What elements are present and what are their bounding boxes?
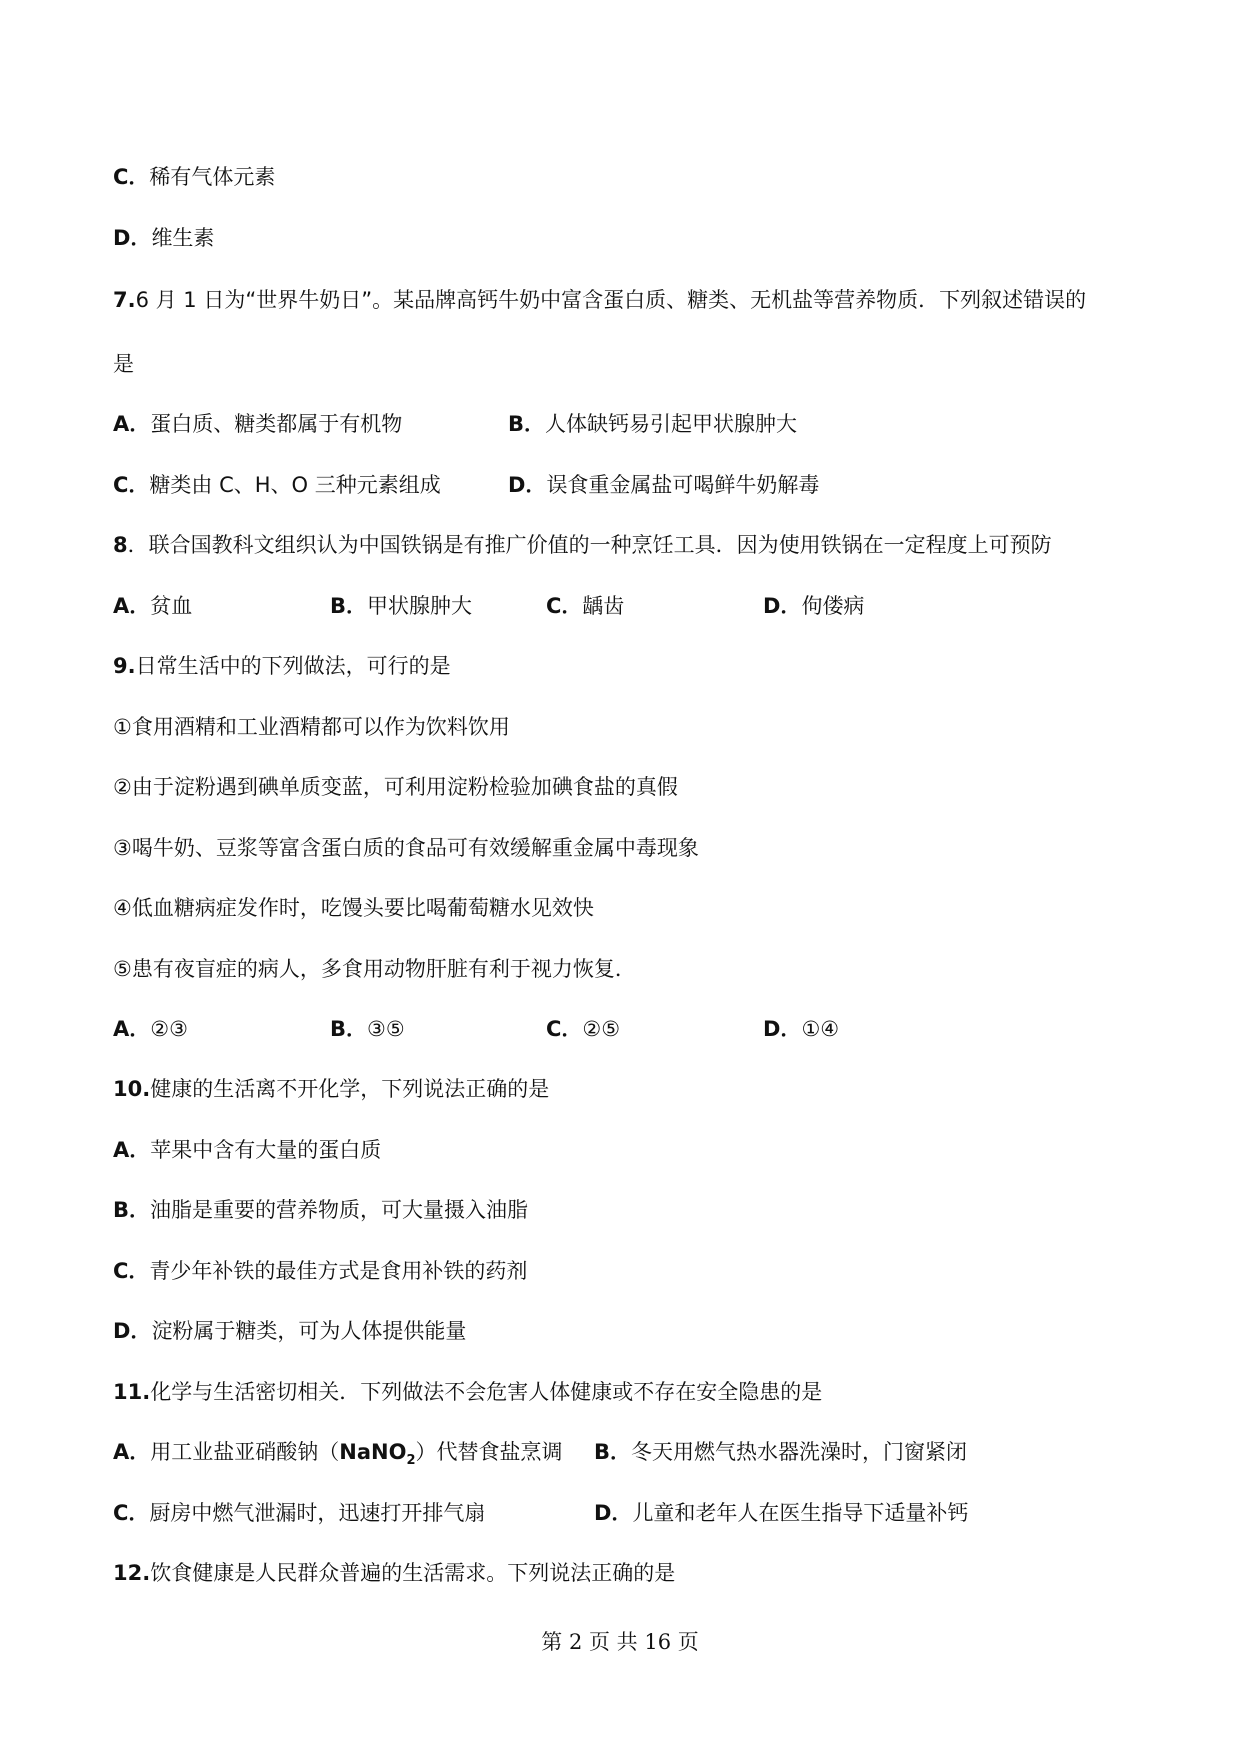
option-text: 甲状腺肿大 (367, 594, 473, 618)
question-number: 12. (113, 1561, 151, 1585)
option-label: B． (330, 594, 368, 618)
q7-option-b (508, 410, 797, 438)
question-number: 10. (113, 1077, 151, 1101)
question-stem: 化学与生活密切相关．下列做法不会危害人体健康或不存在安全隐患的是 (150, 1380, 823, 1404)
option-text: 厨房中燃气泄漏时，迅速打开排气扇 (149, 1501, 486, 1525)
option-label: C． (113, 1501, 150, 1525)
q7-option-a (113, 410, 402, 438)
option-text: 贫血 (150, 594, 193, 618)
q8-option-d (763, 592, 864, 620)
option-label: C． (546, 594, 583, 618)
q9-item-5: ⑤患有夜盲症的病人，多食用动物肝脏有利于视力恢复． (113, 957, 636, 981)
q9-item-4: ④低血糖病症发作时，吃馒头要比喝葡萄糖水见效快 (113, 896, 594, 920)
question-stem: 日常生活中的下列做法，可行的是 (135, 654, 451, 678)
option-label: D． (594, 1501, 633, 1525)
option-label: B． (113, 1198, 151, 1222)
option-label: A． (113, 1017, 151, 1041)
page-number-footer: 第 2 页 共 16 页 (541, 1630, 699, 1654)
option-label: C． (113, 1259, 150, 1283)
option-label: D． (113, 1319, 152, 1343)
question-stem-tail: 是 (113, 352, 134, 376)
q10-option-d (113, 1317, 466, 1345)
option-label: D． (763, 1017, 802, 1041)
option-label: C． (113, 473, 150, 497)
option-text: 稀有气体元素 (149, 165, 276, 189)
q11-option-c (113, 1499, 485, 1527)
option-text: ②③ (150, 1017, 188, 1041)
formula-subscript: 2 (406, 1453, 416, 1469)
option-text: 蛋白质、糖类都属于有机物 (150, 412, 403, 436)
question-number: 11. (113, 1380, 151, 1404)
option-text: 人体缺钙易引起甲状腺肿大 (545, 412, 798, 436)
q12-stem (113, 1559, 675, 1587)
q6-option-d (113, 224, 214, 252)
option-text: 龋齿 (582, 594, 625, 618)
option-label: D． (508, 473, 547, 497)
option-label: C． (546, 1017, 583, 1041)
q7-stem (113, 286, 1086, 314)
question-number: 7. (113, 288, 136, 312)
q11-option-a (113, 1438, 563, 1475)
q7-option-c (113, 471, 441, 499)
q6-option-c (113, 163, 275, 191)
q10-option-a (113, 1136, 381, 1164)
option-text: 青少年补铁的最佳方式是食用补铁的药剂 (149, 1259, 528, 1283)
option-text: 苹果中含有大量的蛋白质 (150, 1138, 382, 1162)
option-label: B． (330, 1017, 368, 1041)
q8-option-b (330, 592, 472, 620)
option-text: 淀粉属于糖类，可为人体提供能量 (151, 1319, 467, 1343)
option-text: ③⑤ (367, 1017, 405, 1041)
option-label: D． (763, 594, 802, 618)
q9-item-1: ①食用酒精和工业酒精都可以作为饮料饮用 (113, 715, 510, 739)
q7-stem-continued (113, 350, 134, 378)
option-label: A． (113, 594, 151, 618)
option-text: 儿童和老年人在医生指导下适量补钙 (632, 1501, 969, 1525)
q10-option-c (113, 1257, 527, 1285)
question-stem: ．联合国教科文组织认为中国铁锅是有推广价值的一种烹饪工具．因为使用铁锅在一定程度上可预防 (127, 533, 1052, 557)
q8-stem (113, 531, 1052, 559)
q9-stem (113, 652, 451, 680)
option-label: A． (113, 412, 151, 436)
q9-option-b (330, 1015, 405, 1043)
q11-stem (113, 1378, 822, 1406)
q10-option-b (113, 1196, 528, 1224)
option-text: 冬天用燃气热水器洗澡时，门窗紧闭 (631, 1440, 968, 1464)
question-stem: 饮食健康是人民群众普遍的生活需求。下列说法正确的是 (150, 1561, 676, 1585)
q9-option-d (763, 1015, 839, 1043)
q9-option-a (113, 1015, 188, 1043)
q9-item-2: ②由于淀粉遇到碘单质变蓝，可利用淀粉检验加碘食盐的真假 (113, 775, 678, 799)
question-number: 9. (113, 654, 136, 678)
chemical-formula (339, 1440, 416, 1469)
option-label: D． (113, 226, 152, 250)
option-label: B． (508, 412, 546, 436)
q10-stem (113, 1075, 549, 1103)
q11-option-b (594, 1438, 967, 1466)
q11-option-d (594, 1499, 968, 1527)
question-stem: 6 月 1 日为“世界牛奶日”。某品牌高钙牛奶中富含蛋白质、糖类、无机盐等营养物质．下列叙述错误的 (135, 288, 1087, 312)
q8-option-a (113, 592, 192, 620)
formula-main: NaNO (339, 1440, 407, 1464)
option-text: ①④ (801, 1017, 840, 1041)
option-text: 油脂是重要的营养物质，可大量摄入油脂 (150, 1198, 529, 1222)
option-label: A． (113, 1440, 151, 1464)
option-label: B． (594, 1440, 632, 1464)
question-stem: 健康的生活离不开化学，下列说法正确的是 (150, 1077, 550, 1101)
option-text: 佝偻病 (801, 594, 865, 618)
option-text: 误食重金属盐可喝鲜牛奶解毒 (546, 473, 820, 497)
q7-option-d (508, 471, 819, 499)
option-text: 维生素 (151, 226, 215, 250)
question-number: 8 (113, 533, 128, 557)
q8-option-c (546, 592, 624, 620)
option-label: A． (113, 1138, 151, 1162)
option-text-tail: ）代替食盐烹调 (415, 1440, 563, 1464)
q9-option-c (546, 1015, 620, 1043)
option-text: 糖类由 C、H、O 三种元素组成 (149, 473, 441, 497)
q9-item-3: ③喝牛奶、豆浆等富含蛋白质的食品可有效缓解重金属中毒现象 (113, 836, 699, 860)
option-label: C． (113, 165, 150, 189)
option-text: 用工业盐亚硝酸钠（ (150, 1440, 340, 1464)
option-text: ②⑤ (582, 1017, 621, 1041)
